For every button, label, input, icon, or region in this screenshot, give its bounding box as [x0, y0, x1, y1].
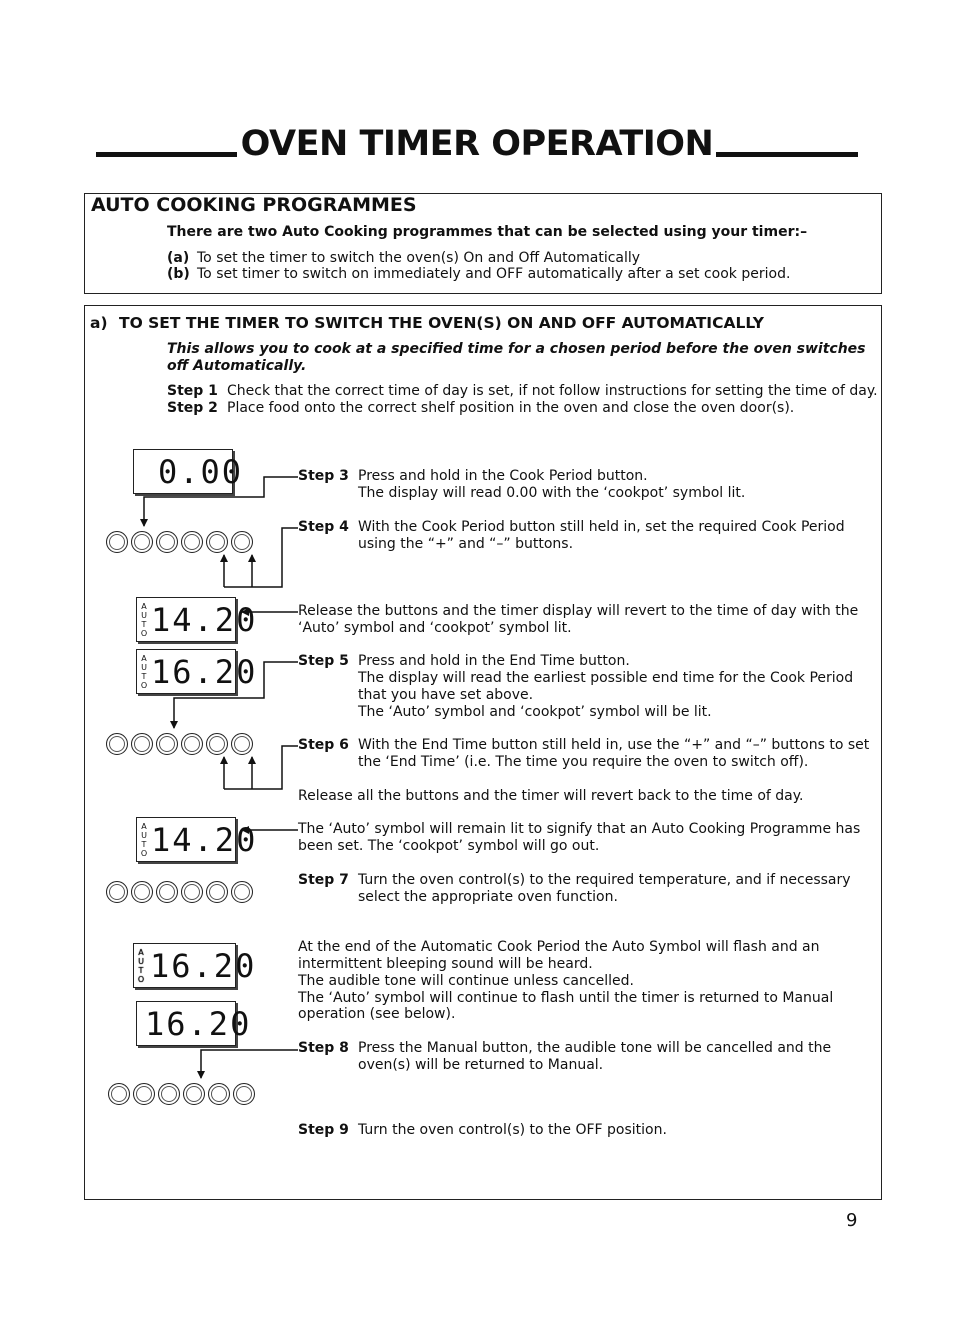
step-8-label: Step 8 [298, 1040, 349, 1056]
step-7-label: Step 7 [298, 872, 349, 888]
intro-lead: There are two Auto Cooking programmes that can be selected using your timer:– [167, 224, 808, 240]
auto-letter: T [141, 672, 147, 681]
step-9-label: Step 9 [298, 1122, 349, 1138]
auto-letter: O [137, 975, 145, 984]
auto-letter: O [140, 849, 148, 858]
auto-letter: A [141, 654, 147, 663]
step-5-line4: The ‘Auto’ symbol and ‘cookpot’ symbol will be lit. [358, 704, 712, 720]
end-para-line4: The ‘Auto’ symbol will continue to flash until the timer is returned to Manual [298, 990, 834, 1006]
display-digits: 16.20 [145, 1005, 252, 1043]
step-3-label: Step 3 [298, 468, 349, 484]
end-para-line5: operation (see below). [298, 1006, 456, 1022]
auto-letter: U [141, 663, 147, 672]
end-para-line3: The audible tone will continue unless cancelled. [298, 973, 634, 989]
auto-letter: O [140, 629, 148, 638]
step-2-label: Step 2 [167, 400, 218, 416]
step-3-connector [144, 477, 298, 526]
auto-letter: O [140, 681, 148, 690]
section-italic-line2: off Automatically. [167, 358, 307, 374]
intro-item-b-text: To set timer to switch on immediately and OFF automatically after a set cook period. [197, 266, 791, 282]
step-4-label: Step 4 [298, 519, 349, 535]
release-1-line2: ‘Auto’ symbol and ‘cookpot’ symbol lit. [298, 620, 572, 636]
auto-letter: A [141, 602, 147, 611]
display-digits: 14.20 [151, 821, 258, 859]
step-5-line1: Press and hold in the End Time button. [358, 653, 630, 669]
step-5-line3: that you have set above. [358, 687, 534, 703]
step-3-line2: The display will read 0.00 with the ‘cookpot’ symbol lit. [358, 485, 746, 501]
section-heading-text: TO SET THE TIMER TO SWITCH THE OVEN(S) ON AND OFF AUTOMATICALLY [119, 314, 765, 332]
step-2-text: Place food onto the correct shelf position in the oven and close the oven door(s). [227, 400, 795, 416]
step-4-line2: using the “+” and “–” buttons. [358, 536, 574, 552]
auto-letter: T [138, 966, 144, 975]
step-7-line2: select the appropriate oven function. [358, 889, 618, 905]
display-digits: 0.00 [158, 453, 244, 491]
step-4-connector [224, 528, 298, 587]
step-5-line2: The display will read the earliest possible end time for the Cook Period [358, 670, 854, 686]
step-9-text: Turn the oven control(s) to the OFF position. [358, 1122, 667, 1138]
step-8-line2: oven(s) will be returned to Manual. [358, 1057, 604, 1073]
intro-item-a-label: (a) [167, 250, 190, 266]
step-1-label: Step 1 [167, 383, 218, 399]
display-digits: 14.20 [151, 601, 258, 639]
release-2: Release all the buttons and the timer will revert back to the time of day. [298, 788, 804, 804]
step-8-connector [201, 1050, 298, 1078]
intro-heading: AUTO COOKING PROGRAMMES [91, 194, 417, 216]
section-italic-line1: This allows you to cook at a specified time for a chosen period before the oven switches [167, 341, 866, 357]
auto-letter: T [141, 840, 147, 849]
step-3-line1: Press and hold in the Cook Period button. [358, 468, 648, 484]
step-6-line1: With the End Time button still held in, use the “+” and “–” buttons to set [358, 737, 870, 753]
end-para-line1: At the end of the Automatic Cook Period the Auto Symbol will flash and an [298, 939, 820, 955]
page-number: 9 [846, 1210, 858, 1231]
intro-item-a-text: To set the timer to switch the oven(s) On and Off Automatically [197, 250, 641, 266]
page-title: OVEN TIMER OPERATION [240, 124, 714, 164]
step-6-label: Step 6 [298, 737, 349, 753]
step-5-label: Step 5 [298, 653, 349, 669]
auto-letter: A [138, 948, 144, 957]
release-1-line1: Release the buttons and the timer display will revert to the time of day with the [298, 603, 859, 619]
end-para-line2: intermittent bleeping sound will be heard. [298, 956, 593, 972]
step-7-line1: Turn the oven control(s) to the required temperature, and if necessary [358, 872, 851, 888]
auto-letter: A [141, 822, 147, 831]
auto-letter: T [141, 620, 147, 629]
step-6-line2: the ‘End Time’ (i.e. The time you require the oven to switch off). [358, 754, 809, 770]
auto-remain-line2: been set. The ‘cookpot’ symbol will go out. [298, 838, 600, 854]
auto-remain-line1: The ‘Auto’ symbol will remain lit to signify that an Auto Cooking Programme has [298, 821, 861, 837]
step-8-line1: Press the Manual button, the audible tone will be cancelled and the [358, 1040, 832, 1056]
display-digits: 16.20 [151, 653, 258, 691]
display-digits: 16.20 [150, 947, 257, 985]
auto-letter: U [138, 957, 144, 966]
auto-letter: U [141, 611, 147, 620]
auto-letter: U [141, 831, 147, 840]
step-5-connector [174, 662, 298, 728]
section-heading-label: a) [90, 314, 108, 332]
step-6-connector [224, 746, 298, 789]
step-1-text: Check that the correct time of day is set, if not follow instructions for setting the time of day. [227, 383, 878, 399]
step-4-line1: With the Cook Period button still held in, set the required Cook Period [358, 519, 845, 535]
intro-item-b-label: (b) [167, 266, 190, 282]
